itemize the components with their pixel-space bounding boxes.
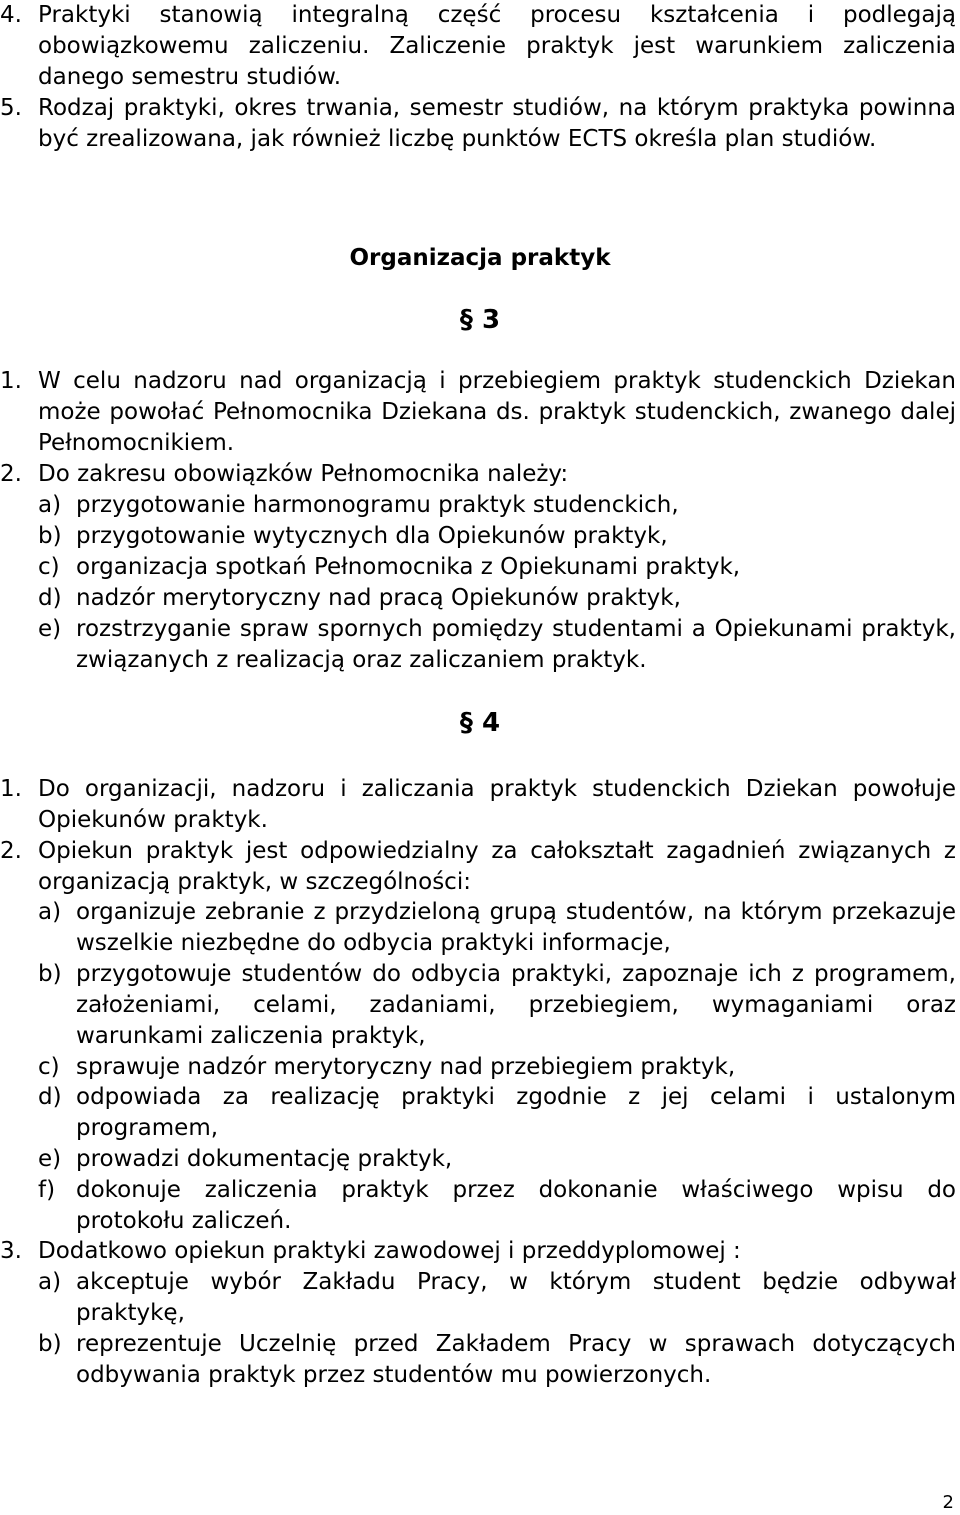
item-text: sprawuje nadzór merytoryczny nad przebiegiem praktyk, [76,1054,736,1080]
point-number: 5. [0,95,22,121]
paragraph-title-3: § 3 [459,305,501,335]
point-number: 4. [0,2,22,28]
item-letter: c) [38,554,60,580]
item-letter: b) [38,523,62,549]
item-text: nadzór merytoryczny nad pracą Opiekunów praktyk, [76,585,681,611]
point-text: Praktyki stanowią integralną część procesu kształcenia i podlegają obowiązkowemu zaliczeniu. Zaliczenie praktyk jest warunkiem zaliczenia danego semestru studiów. [38,2,956,90]
item-text: organizuje zebranie z przydzieloną grupą studentów, na którym przekazuje wszelkie niezbędne do odbycia praktyki informacje, [76,899,956,956]
point-text: Do zakresu obowiązków Pełnomocnika należy: [38,461,569,487]
point-text: Do organizacji, nadzoru i zaliczania praktyk studenckich Dziekan powołuje Opiekunów praktyk. [38,776,956,833]
item-text: przygotowanie wytycznych dla Opiekunów praktyk, [76,523,668,549]
item-letter: e) [38,616,62,642]
item-text: przygotowuje studentów do odbycia praktyki, zapoznaje ich z programem, założeniami, celami, zadaniami, przebiegiem, wymaganiami oraz warunkami zaliczenia praktyk, [76,961,956,1049]
item-letter: f) [38,1177,56,1203]
point-text: Dodatkowo opiekun praktyki zawodowej i przeddyplomowej : [38,1238,741,1264]
item-text: reprezentuje Uczelnię przed Zakładem Pracy w sprawach dotyczących odbywania praktyk przez studentów mu powierzonych. [76,1331,956,1388]
item-text: prowadzi dokumentację praktyk, [76,1146,453,1172]
item-letter: a) [38,899,62,925]
item-text: przygotowanie harmonogramu praktyk studenckich, [76,492,679,518]
point-text: Rodzaj praktyki, okres trwania, semestr studiów, na którym praktyka powinna być zrealizowana, jak również liczbę punktów ECTS określa plan studiów. [38,95,956,152]
point-number: 1. [0,776,22,802]
point-number: 2. [0,461,22,487]
point-number: 3. [0,1238,22,1264]
item-text: odpowiada za realizację praktyki zgodnie z jej celami i ustalonym programem, [76,1084,956,1141]
item-letter: d) [38,1084,62,1110]
item-text: akceptuje wybór Zakładu Pracy, w którym student będzie odbywał praktykę, [76,1269,956,1326]
point-text: W celu nadzoru nad organizacją i przebiegiem praktyk studenckich Dziekan może powołać Pełnomocnika Dziekana ds. praktyk studenckich, zwanego dalej Pełnomocnikiem. [38,368,956,456]
item-letter: a) [38,1269,62,1295]
item-letter: d) [38,585,62,611]
point-text: Opiekun praktyk jest odpowiedzialny za całokształt zagadnień związanych z organizacją praktyk, w szczególności: [38,838,956,895]
item-letter: a) [38,492,62,518]
item-text: rozstrzyganie spraw spornych pomiędzy studentami a Opiekunami praktyk, związanych z realizacją oraz zaliczaniem praktyk. [76,616,956,673]
page-number: 2 [942,1492,954,1513]
item-letter: c) [38,1054,60,1080]
item-letter: e) [38,1146,62,1172]
item-text: dokonuje zaliczenia praktyk przez dokonanie właściwego wpisu do protokołu zaliczeń. [76,1177,956,1234]
item-letter: b) [38,1331,62,1357]
item-text: organizacja spotkań Pełnomocnika z Opiekunami praktyk, [76,554,741,580]
section-heading: Organizacja praktyk [349,245,611,271]
paragraph-title-4: § 4 [459,708,501,738]
point-number: 2. [0,838,22,864]
item-letter: b) [38,961,62,987]
point-number: 1. [0,368,22,394]
